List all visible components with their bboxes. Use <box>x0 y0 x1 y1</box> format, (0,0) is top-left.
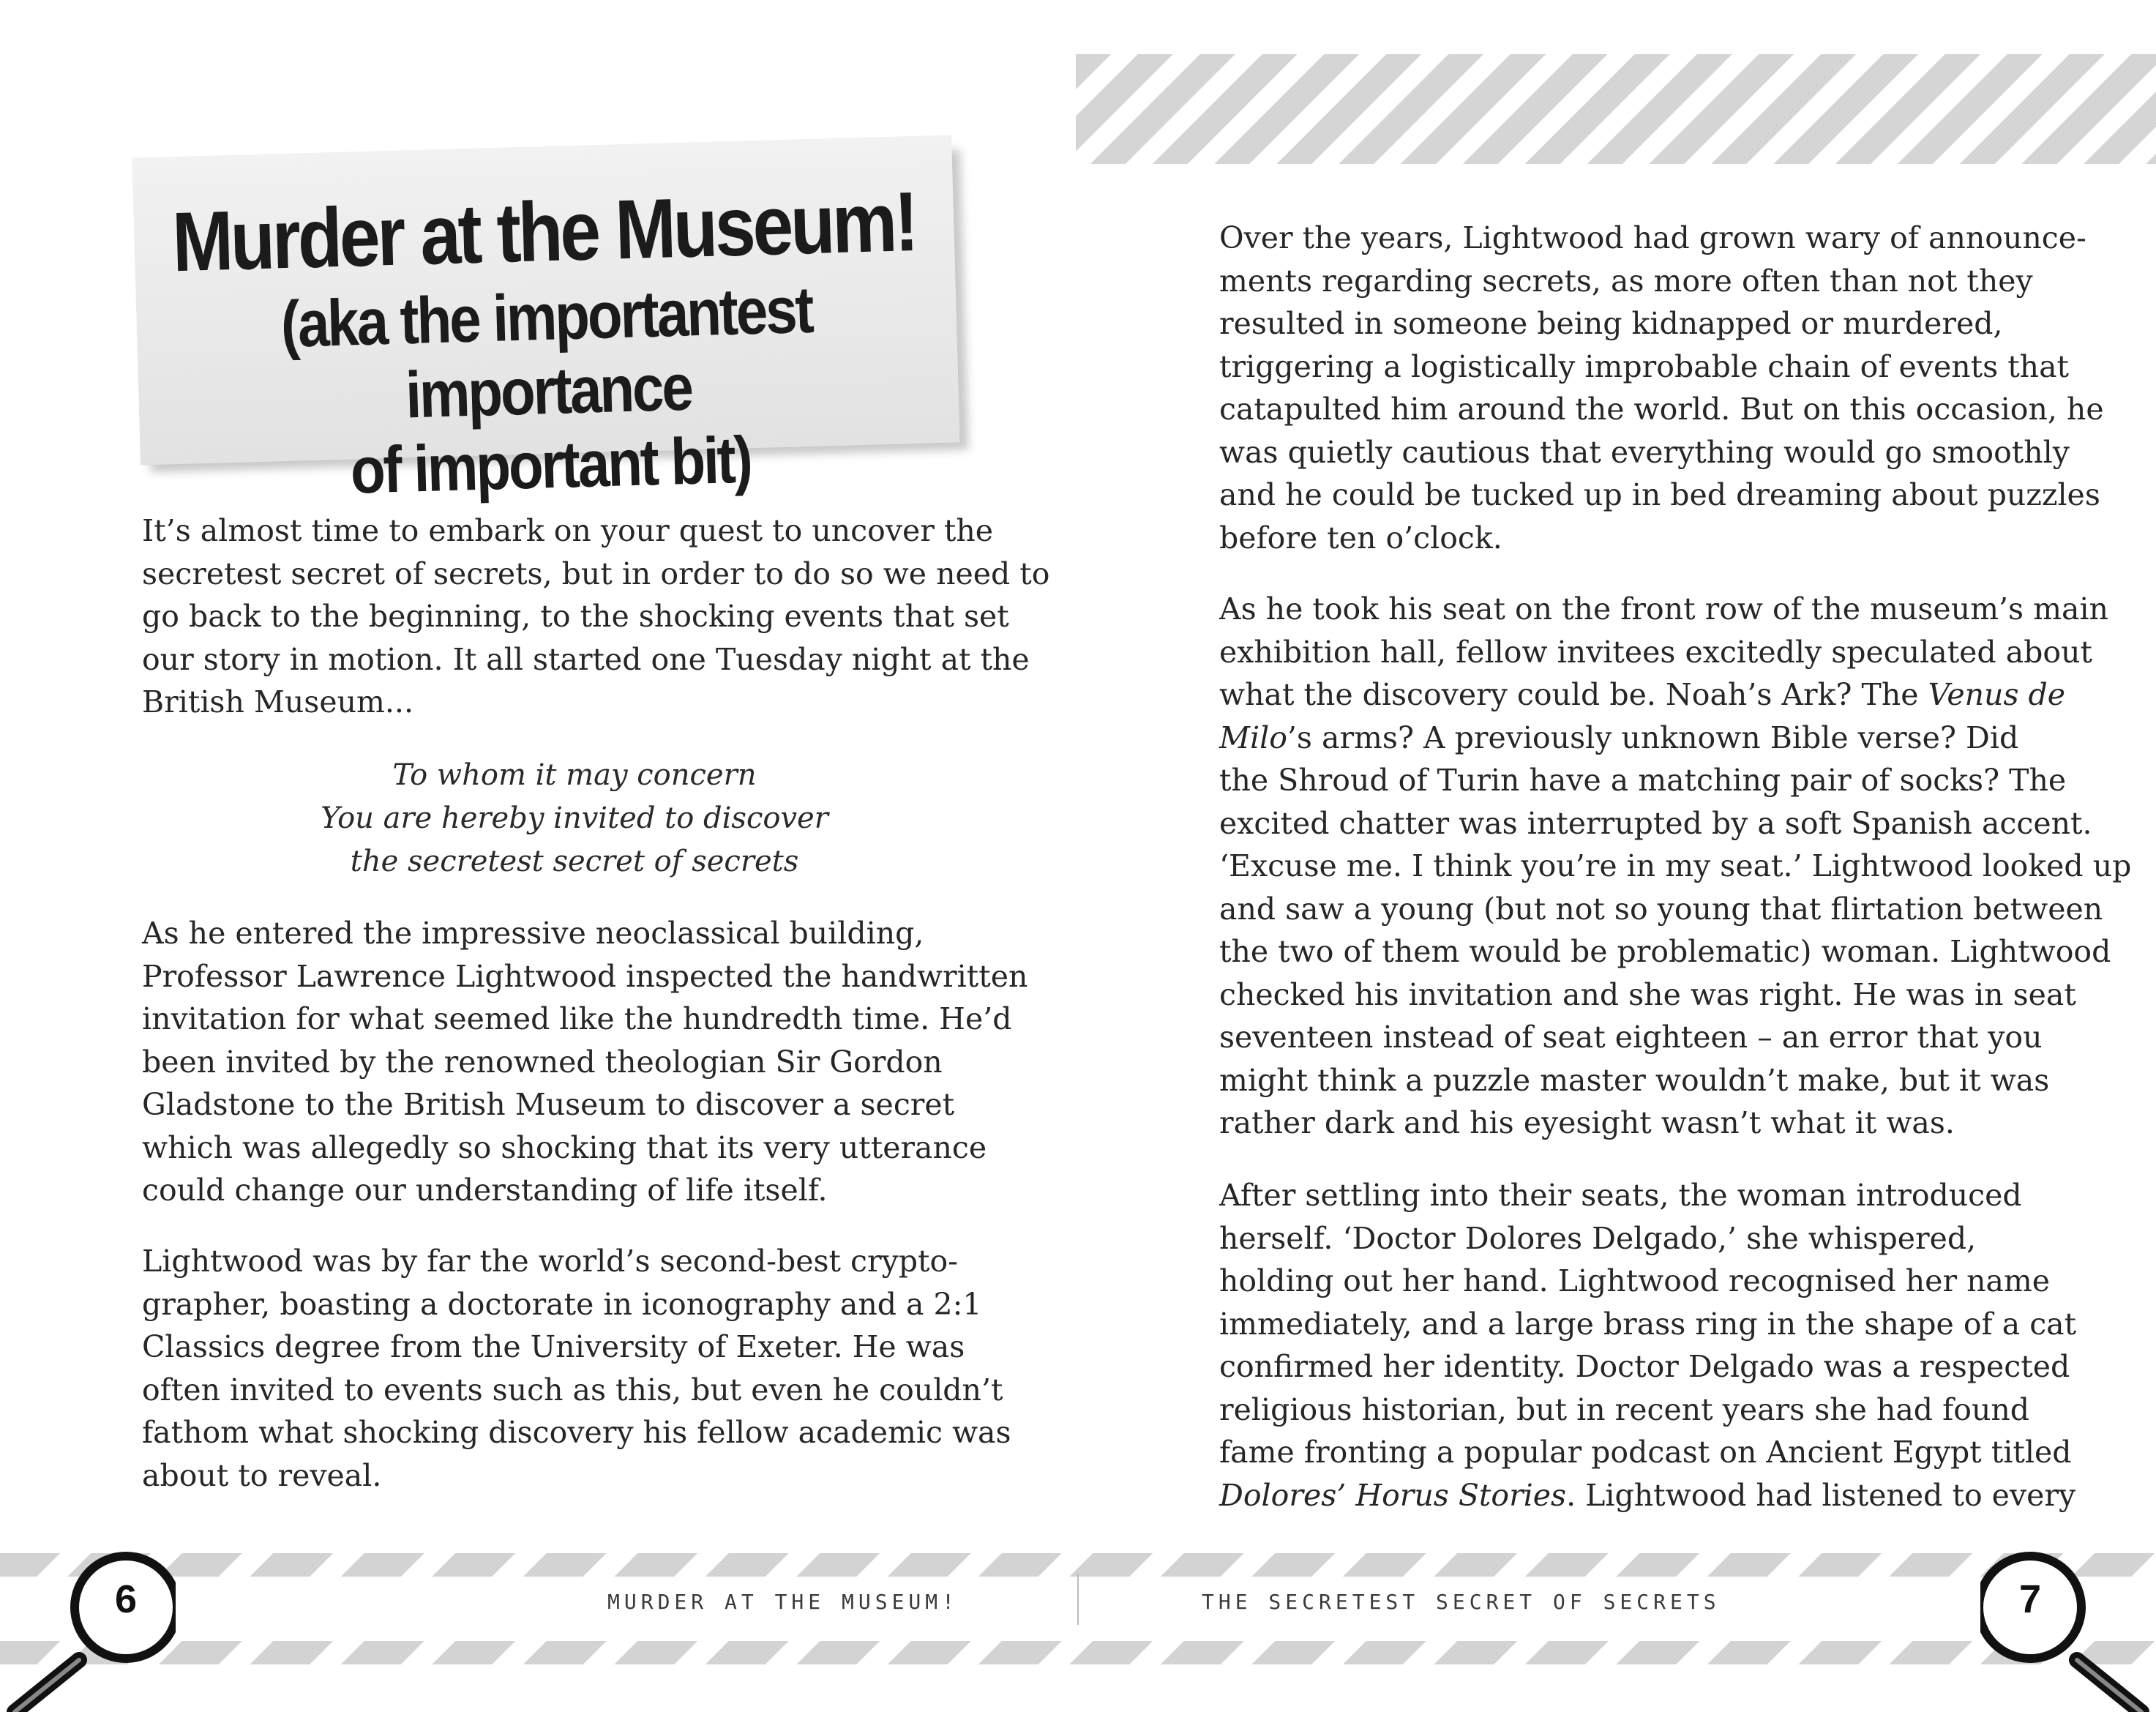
invitation-line: To whom it may concern <box>392 758 757 792</box>
text-line: immediately, and a large brass ring in the shape of a cat <box>1219 1306 2077 1342</box>
text-line: fathom what shocking discovery his fellow academic was <box>142 1415 1011 1450</box>
text-line: herself. ‘Doctor Dolores Delgado,’ she whispered, <box>1219 1220 1977 1256</box>
paragraph <box>142 912 1028 1212</box>
text-line: secretest secret of secrets, but in order to do so we need to <box>142 556 1050 591</box>
paragraph <box>1219 217 2104 559</box>
text-line: resulted in someone being kidnapped or murdered, <box>1219 306 2003 341</box>
chapter-subtitle <box>135 269 961 514</box>
invitation-line: the secretest secret of secrets <box>350 845 799 878</box>
text-line: It’s almost time to embark on your quest to uncover the <box>142 513 994 548</box>
footer-stripe-band <box>0 1641 2156 1664</box>
gutter-divider <box>1077 1574 1079 1625</box>
paragraph <box>142 1240 1011 1497</box>
text-line: British Museum... <box>142 684 413 719</box>
text-line: often invited to events such as this, but even he couldn’t <box>142 1372 1003 1408</box>
text-line: Classics degree from the University of Exeter. He was <box>142 1329 965 1364</box>
text-line: been invited by the renowned theologian Sir Gordon <box>142 1044 943 1080</box>
text-line: the Shroud of Turin have a matching pair of socks? The <box>1219 763 2067 798</box>
text-line: could change our understanding of life itself. <box>142 1173 828 1208</box>
text-line: about to reveal. <box>142 1457 382 1493</box>
chapter-title-box <box>132 135 959 508</box>
text-line: excited chatter was interrupted by a soft Spanish accent. <box>1219 805 2092 841</box>
italic-title: Venus de <box>1928 677 2066 712</box>
text-line: fame fronting a popular podcast on Ancient Egypt titled <box>1219 1435 2072 1470</box>
text-line: confirmed her identity. Doctor Delgado was a respected <box>1219 1349 2070 1384</box>
paragraph <box>142 509 1049 724</box>
text-line: holding out her hand. Lightwood recognised her name <box>1219 1263 2051 1298</box>
text-line: checked his invitation and she was right. He was in seat <box>1219 976 2076 1012</box>
italic-title: Milo <box>1219 719 1287 755</box>
text-line: As he entered the impressive neoclassical building, <box>142 916 924 951</box>
running-head-right: THE SECRETEST SECRET OF SECRETS <box>1202 1590 1721 1614</box>
text-line: before ten o’clock. <box>1219 520 1502 556</box>
text-line: and saw a young (but not so young that flirtation between <box>1219 891 2103 927</box>
text-line: the two of them would be problematic) woman. Lightwood <box>1219 934 2111 969</box>
text-line: was quietly cautious that everything would go smoothly <box>1219 434 2070 470</box>
text-line: seventeen instead of seat eighteen – an error that you <box>1219 1020 2043 1055</box>
paragraph <box>1219 588 2131 1145</box>
chapter-subtitle-line: of important bit) <box>349 422 752 508</box>
text-line: Lightwood was by far the world’s second-best crypto- <box>142 1244 959 1279</box>
magnifying-glass-icon <box>1980 1550 2156 1712</box>
italic-title: Dolores’ Horus Stories <box>1219 1477 1567 1513</box>
text-line: Gladstone to the British Museum to discover a secret <box>142 1087 955 1122</box>
text-line: As he took his seat on the front row of the museum’s main <box>1219 591 2108 627</box>
text-line: rather dark and his eyesight wasn’t what it was. <box>1219 1105 1955 1140</box>
text-line: go back to the beginning, to the shocking events that set <box>142 599 1009 634</box>
page-number: 7 <box>2018 1577 2042 1621</box>
text-line: Over the years, Lightwood had grown wary of announce- <box>1219 220 2086 255</box>
text-line: religious historian, but in recent years she had found <box>1219 1391 2029 1427</box>
text-line: grapher, boasting a doctorate in iconography and a 2:1 <box>142 1286 982 1322</box>
text-line: which was allegedly so shocking that its very utterance <box>142 1129 987 1165</box>
invitation-line: You are hereby invited to discover <box>321 801 828 835</box>
chapter-subtitle-line: (aka the importantest importance <box>280 272 813 432</box>
text-line <box>1219 1474 2076 1517</box>
magnifying-glass-icon <box>0 1550 176 1712</box>
text-line: triggering a logistically improbable chain of events that <box>1219 348 2069 384</box>
text-span: . Lightwood had listened to every <box>1566 1477 2076 1513</box>
page-number: 6 <box>114 1577 138 1621</box>
text-span: what the discovery could be. Noah’s Ark? The <box>1219 677 1928 712</box>
text-line: catapulted him around the world. But on this occasion, he <box>1219 392 2104 427</box>
text-line: After settling into their seats, the woman introduced <box>1219 1178 2022 1213</box>
text-line: and he could be tucked up in bed dreaming about puzzles <box>1219 477 2100 512</box>
text-line: exhibition hall, fellow invitees excitedly speculated about <box>1219 634 2092 670</box>
text-line <box>1219 673 2131 717</box>
text-line: might think a puzzle master wouldn’t make, but it was <box>1219 1062 2050 1098</box>
text-span: ’s arms? A previously unknown Bible verse? Did <box>1287 719 2019 755</box>
text-line: ‘Excuse me. I think you’re in my seat.’ Lightwood looked up <box>1219 848 2132 883</box>
running-head-left: MURDER AT THE MUSEUM! <box>607 1590 959 1614</box>
paragraph <box>1219 1174 2076 1517</box>
chapter-title: Murder at the Museum! <box>171 174 918 290</box>
text-line: our story in motion. It all started one Tuesday night at the <box>142 641 1030 677</box>
text-line: Professor Lawrence Lightwood inspected the handwritten <box>142 958 1028 994</box>
text-line: ments regarding secrets, as more often than not they <box>1219 263 2033 299</box>
invitation-text <box>212 754 937 883</box>
text-line: invitation for what seemed like the hundredth time. He’d <box>142 1001 1012 1036</box>
text-line <box>1219 717 2131 760</box>
top-stripe-band <box>1076 54 2156 164</box>
